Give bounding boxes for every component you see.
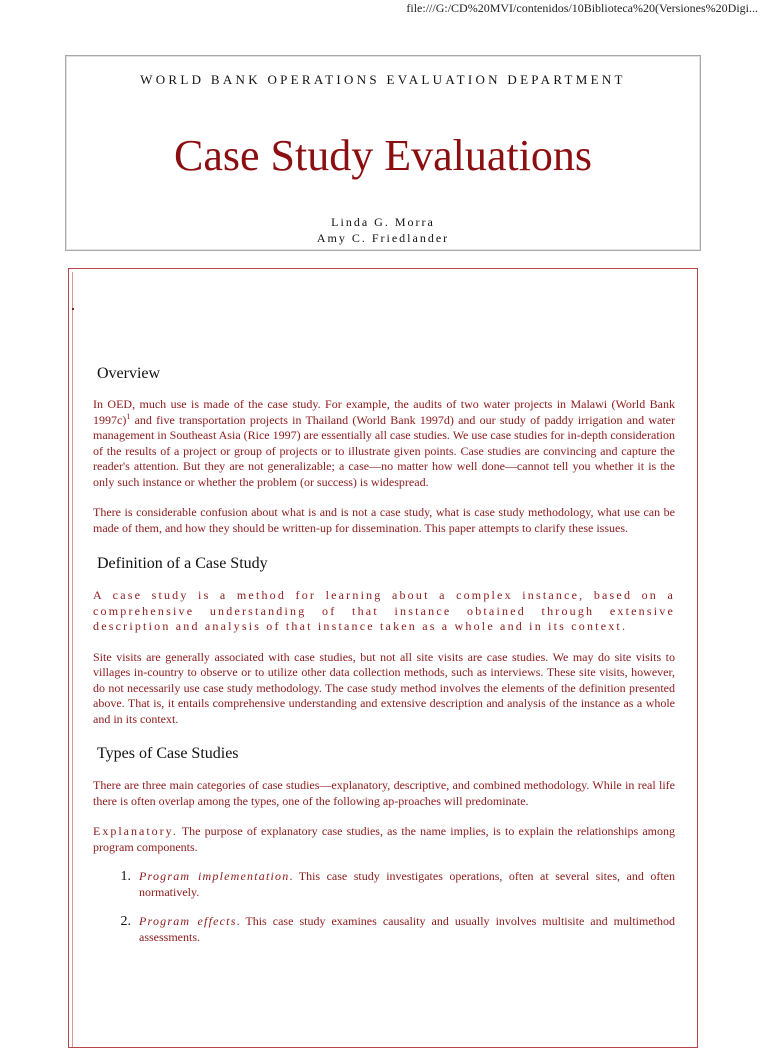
list-item-term: Program implementation (139, 869, 290, 883)
list-item-description: . This case study investigates operations, often at several sites, and often normatively. (139, 869, 675, 899)
overview-p1-text-cont: and five transportation projects in Thailand (World Bank 1997d) and our study of paddy irrigation and water management in Southeast Asia (Rice 1997) are essentially all case studies. We use case studies for in-depth consideration of the results of a project or group of projects or to illustrate given points. Case studies are convincing and capture the reader's attention. But they are not generalizable; a case—no matter how well done—cannot tell you whether it is the only such instance or whether the problem (or success) is widespread. (93, 412, 675, 489)
frame-marker (72, 308, 74, 310)
browser-url-bar: file:///G:/CD%20MVI/contenidos/10Biblioteca%20(Versiones%20Digi... (406, 1, 758, 15)
author-1: Linda G. Morra (331, 215, 435, 229)
explanatory-text: The purpose of explanatory case studies, as the name implies, is to explain the relationships among program components. (93, 824, 675, 854)
authors (66, 214, 700, 246)
document-title: Case Study Evaluations (174, 131, 592, 180)
section-heading-definition: Definition of a Case Study (97, 555, 268, 572)
list-item-description: . This case study examines causality and usually involves multisite and multimethod assessments. (139, 914, 675, 944)
document-body (93, 365, 675, 959)
list-item-number: 1. (120, 869, 131, 884)
types-paragraph-1: There are three main categories of case studies—explanatory, descriptive, and combined methodology. While in real life there is often overlap among the types, one of the following ap-proaches will predominate. (93, 778, 675, 808)
list-item-text (139, 869, 675, 900)
author-2: Amy C. Friedlander (316, 231, 450, 245)
footnote-ref-1[interactable]: 1 (126, 411, 131, 421)
title-block (65, 55, 701, 251)
department-name: WORLD BANK OPERATIONS EVALUATION DEPARTMENT (140, 72, 626, 87)
list-item-number: 2. (120, 914, 131, 929)
overview-p1-text: In OED, much use is made of the case study. For example, the audits of two water projects in Malawi (World Bank 1997c) (93, 397, 675, 427)
explanatory-lead: Explanatory. (93, 824, 178, 838)
overview-paragraph-2: There is considerable confusion about what is and is not a case study, what is case study methodology, what use can be made of them, and how they should be written-up for dissemination. This paper attempts to clarify these issues. (93, 505, 675, 535)
definition-paragraph-2: Site visits are generally associated with case studies, but not all site visits are case studies. We may do site visits to villages in-country to observe or to utilize other data collection methods, such as interviews. These site visits, however, do not necessarily use case study methodology. The case study method involves the elements of the definition presented above. That is, it entails comprehensive understanding and extensive description and analysis of the instance as a whole and in its context. (93, 649, 675, 726)
definition-paragraph-1: A case study is a method for learning about a complex instance, based on a comprehensive understanding of that instance obtained through extensive description and analysis of that instance taken as a whole and in its context. (93, 588, 675, 633)
list-item (93, 869, 675, 900)
list-item-term: Program effects (139, 914, 237, 928)
list-item-text (139, 914, 675, 945)
list-item (93, 914, 675, 945)
section-heading-overview: Overview (97, 365, 161, 382)
types-paragraph-explanatory (93, 824, 675, 855)
overview-paragraph-1 (93, 397, 675, 490)
case-study-type-list (93, 869, 675, 945)
section-heading-types: Types of Case Studies (97, 745, 239, 762)
